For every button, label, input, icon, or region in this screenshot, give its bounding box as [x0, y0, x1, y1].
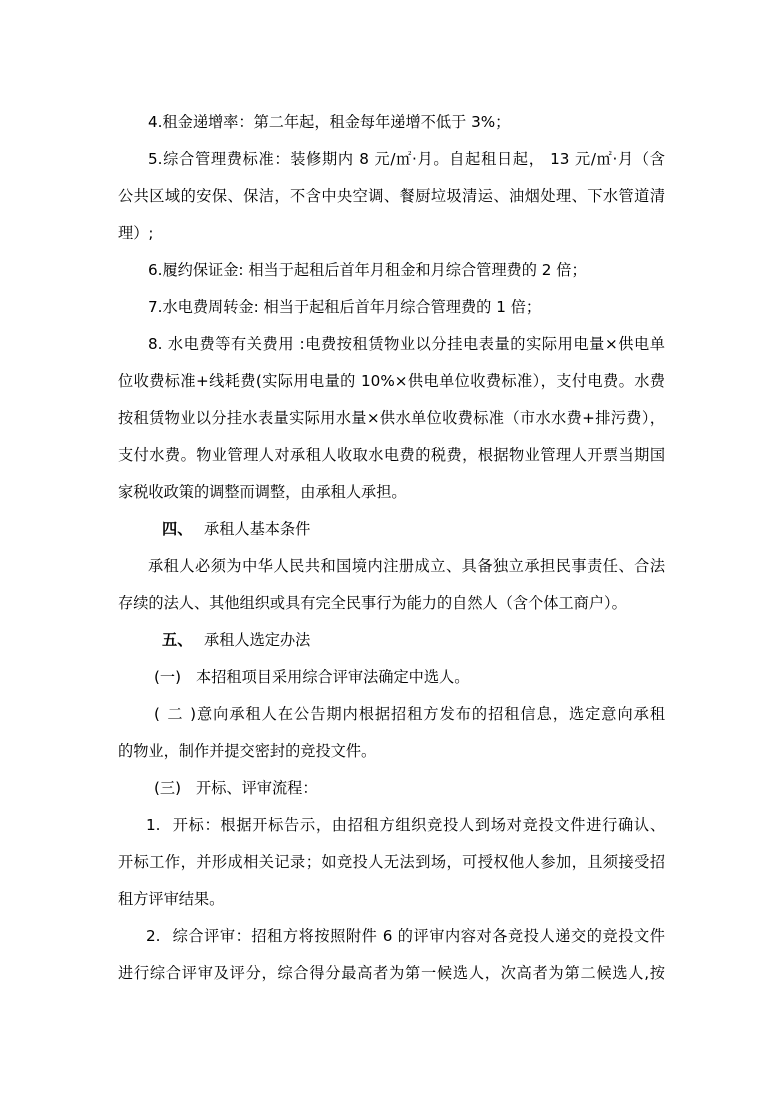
paragraph-management-fee-cont: 公共区域的安保、保洁，不含中央空调、餐厨垃圾清运、油烟处理、下水管道清 [118, 187, 665, 205]
step-text: 开标：根据开标告示，由招租方组织竞投人到场对竞投文件进行确认、 [172, 816, 665, 834]
paragraph-rent-increase: 4.租金递增率：第二年起，租金每年递增不低于 3%； [148, 113, 511, 131]
list-item-2-cont: 的物业，制作并提交密封的竞投文件。 [118, 742, 377, 760]
list-item-number: (一) [154, 668, 182, 686]
section-title: 承租人选定办法 [204, 631, 311, 649]
paragraph-utility-fees-cont: 支付水费。物业管理人对承租人收取水电费的税费，根据物业管理人开票当期国 [118, 446, 665, 464]
step-1-cont: 开标工作，并形成相关记录；如竞投人无法到场，可授权他人参加，且须接受招 [118, 853, 665, 871]
section-heading-4 [118, 511, 665, 548]
step-1-end: 租方评审结果。 [118, 890, 225, 908]
list-item-text: 意向承租人在公告期内根据招租方发布的招租信息，选定意向承租 [196, 705, 665, 723]
section-number: 四、 [162, 520, 193, 538]
step-text: 综合评审：招租方将按照附件 6 的评审内容对各竞投人递交的竞投文件 [172, 927, 665, 945]
paragraph-management-fee-end: 理）; [118, 224, 154, 242]
paragraph-tenant-conditions-end: 存续的法人、其他组织或具有完全民事行为能力的自然人（含个体工商户）。 [118, 594, 627, 612]
section-title: 承租人基本条件 [204, 520, 311, 538]
paragraph-utility-fund: 7.水电费周转金: 相当于起租后首年月综合管理费的 1 倍； [148, 298, 542, 316]
list-item-1 [118, 659, 665, 696]
paragraph-deposit: 6.履约保证金: 相当于起租后首年月租金和月综合管理费的 2 倍； [148, 261, 587, 279]
list-item-number: (三) [154, 779, 182, 797]
step-2-cont: 进行综合评审及评分，综合得分最高者为第一候选人，次高者为第二候选人,按 [118, 964, 665, 982]
paragraph-utility-fees-end: 家税收政策的调整而调整，由承租人承担。 [118, 483, 407, 501]
paragraph-utility-fees: 8. 水电费等有关费用 :电费按租赁物业以分挂电表量的实际用电量×供电单 [148, 335, 665, 353]
list-item-text: 本招租项目采用综合评审法确定中选人。 [196, 668, 470, 686]
list-item-text: 开标、评审流程： [196, 779, 318, 797]
step-number: 2. [146, 927, 161, 945]
list-item-number: (二) [154, 705, 196, 723]
step-2 [118, 918, 665, 955]
step-number: 1. [146, 816, 161, 834]
step-1 [118, 807, 665, 844]
list-item-2 [118, 696, 665, 733]
section-number: 五、 [162, 631, 193, 649]
paragraph-tenant-conditions: 承租人必须为中华人民共和国境内注册成立、具备独立承担民事责任、合法 [148, 557, 665, 575]
list-item-3 [118, 770, 665, 807]
paragraph-utility-fees-cont: 按租赁物业以分挂水表量实际用水量×供水单位收费标准（市水水费+排污费）， [118, 409, 665, 427]
section-heading-5 [118, 622, 665, 659]
paragraph-utility-fees-cont: 位收费标准+线耗费(实际用电量的 10%×供电单位收费标准），支付电费。水费 [118, 372, 665, 390]
paragraph-management-fee: 5.综合管理费标准：装修期内 8 元/㎡·月。自起租日起， 13 元/㎡·月（含 [148, 150, 665, 168]
